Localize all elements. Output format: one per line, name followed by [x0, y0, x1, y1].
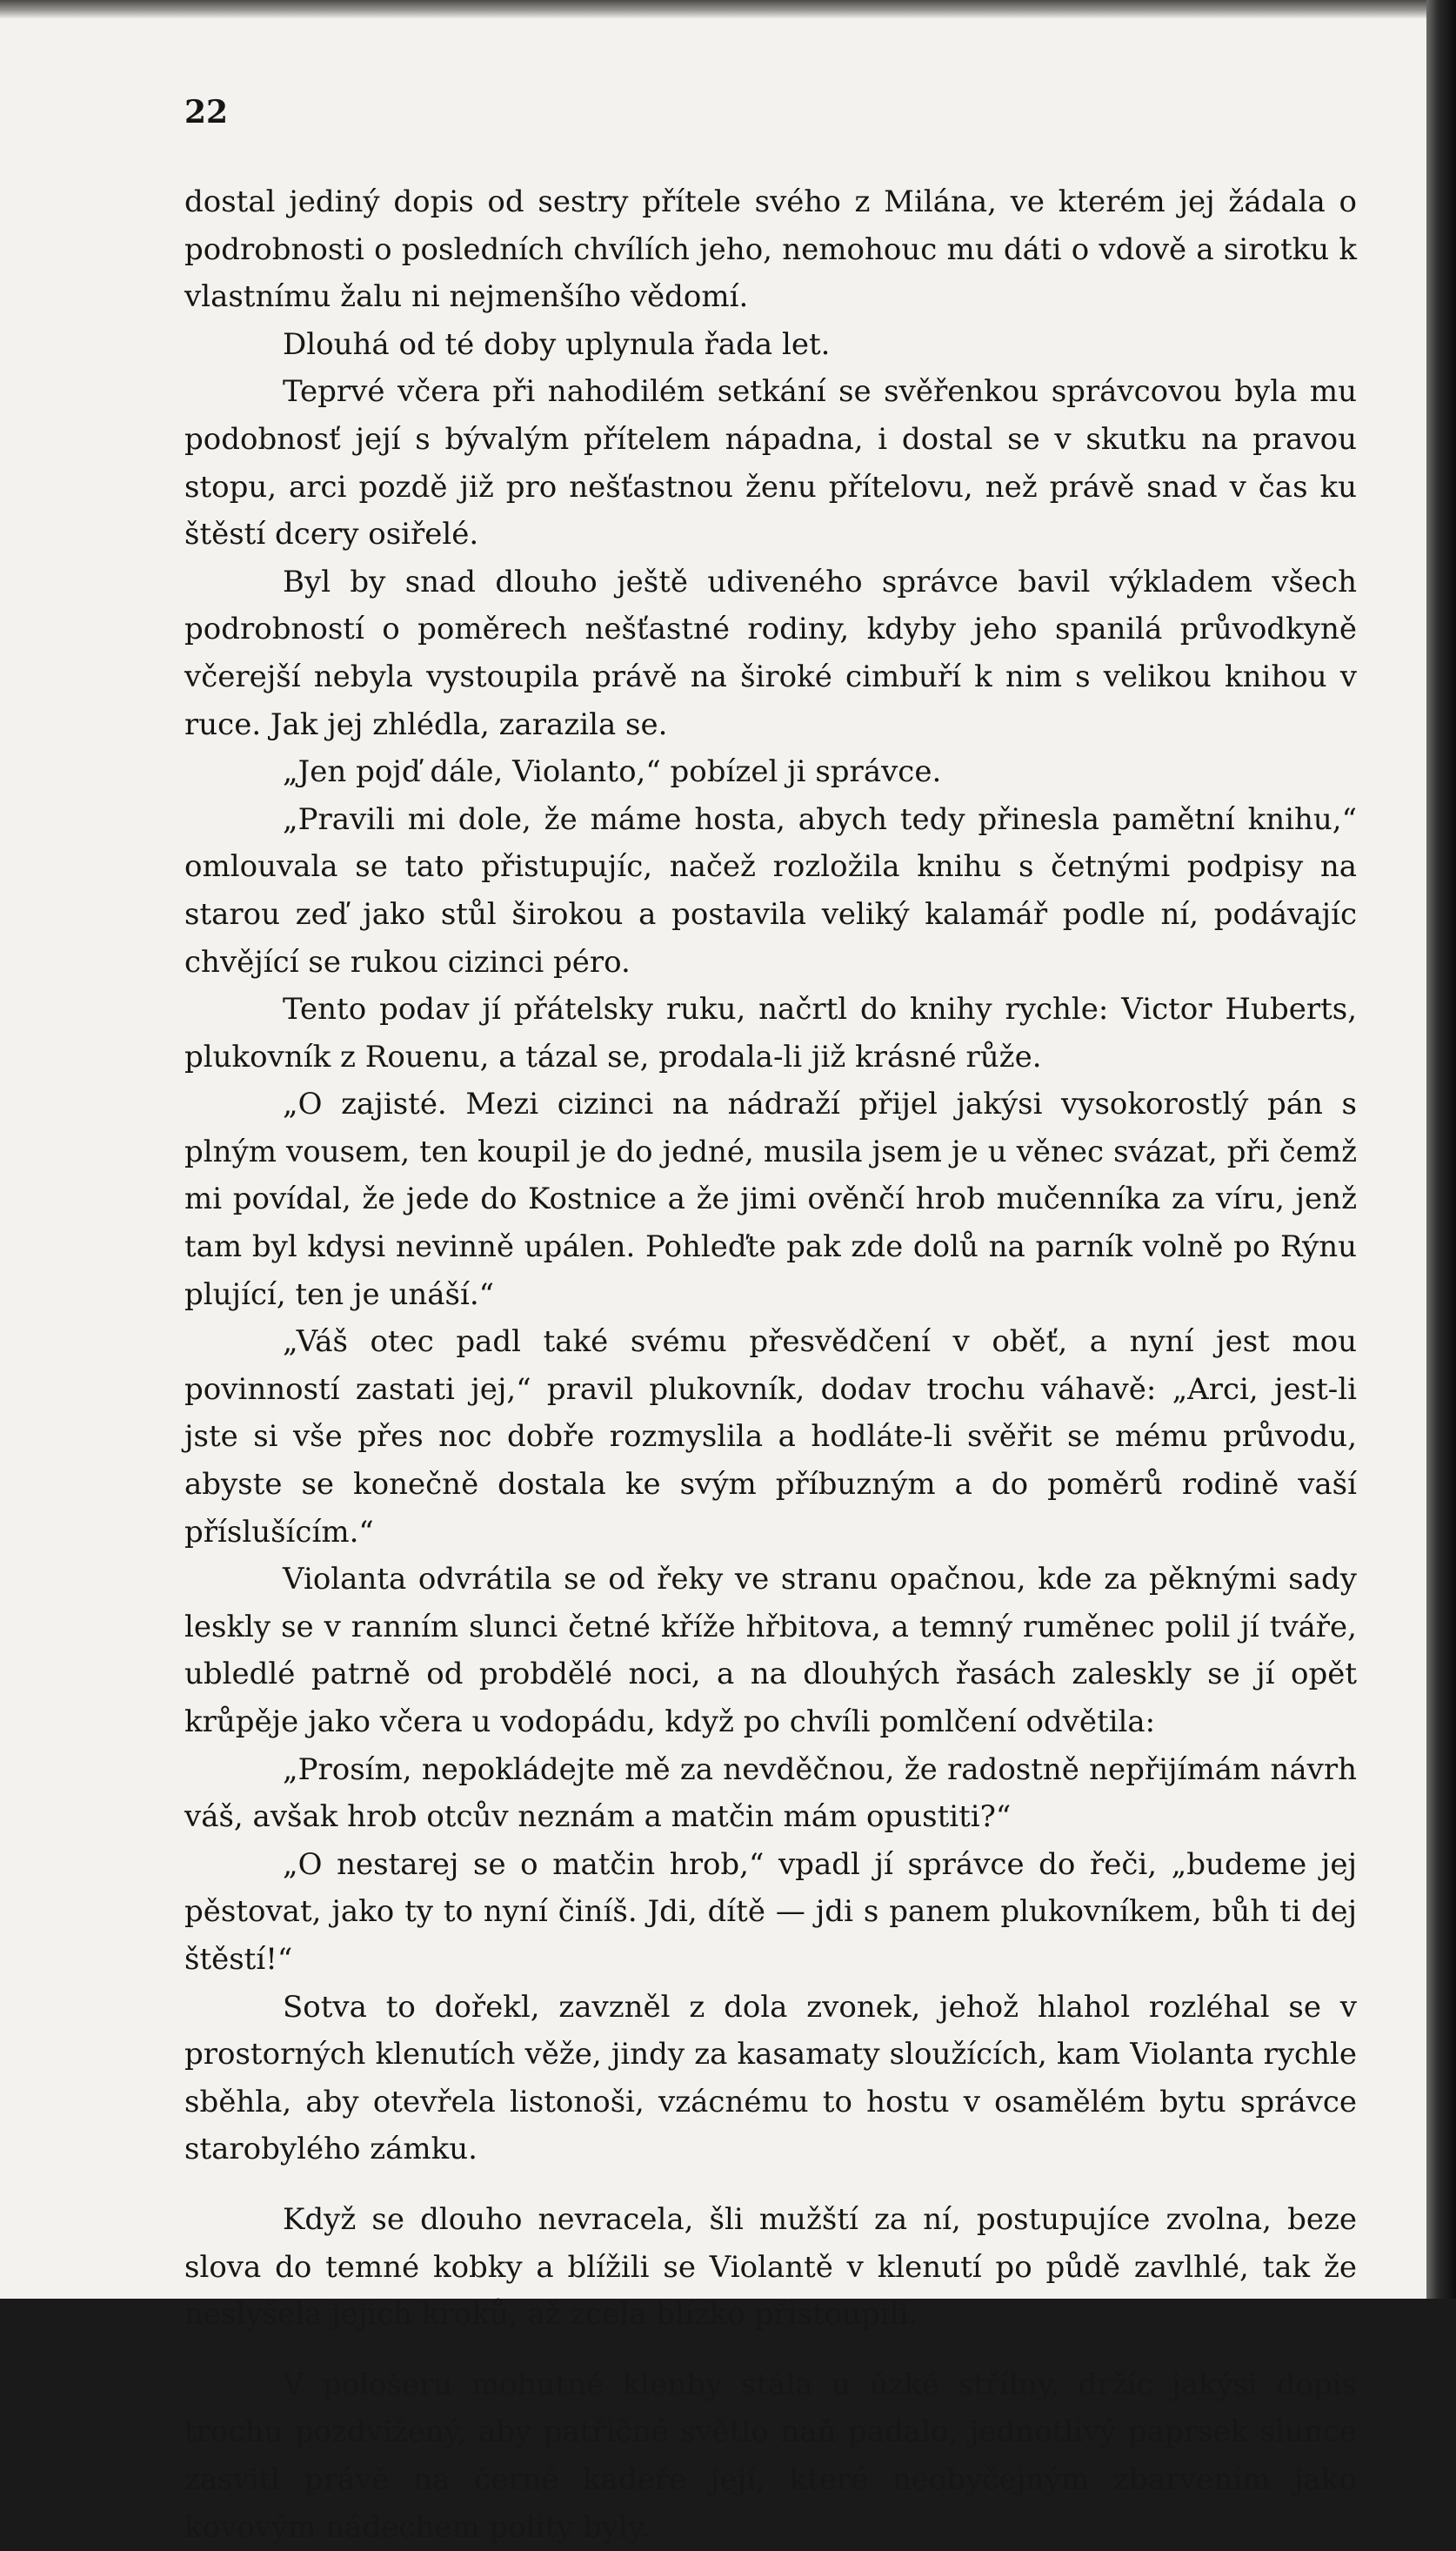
paragraph: „O zajisté. Mezi cizinci na nádraží přijel jakýsi vysokorostlý pán s plným vousem, ten koupil je do jedné, musila jsem je u věnec svázat, při čemž mi povídal, že jede do Kostnice a že jimi ověnčí hrob mučenníka za víru, jenž tam byl kdysi nevinně upálen. Pohleďte pak zde dolů na parník volně po Rýnu plující, ten je unáší.“ [184, 1087, 1357, 1312]
paragraph: „Váš otec padl také svému přesvědčení v oběť, a nyní jest mou povinností zastati jej,“ pravil plukovník, dodav trochu váhavě: „Arci, jest-li jste si vše přes noc dobře rozmyslila a hodláte-li svěřit se mému průvodu, abyste se konečně dostala ke svým příbuzným a do poměrů rodině vaší příslušícím.“ [184, 1324, 1357, 1550]
paragraph: Byl by snad dlouho ještě udiveného správce bavil výkladem všech podrobností o poměrech nešťastné rodiny, kdyby jeho spanilá průvodkyně včerejší nebyla vystoupila právě na široké cimbuří k nim s velikou knihou v ruce. Jak jej zhlédla, zarazila se. [184, 564, 1357, 742]
page-top-shadow [0, 0, 1426, 19]
paragraph: V pološeru mohutné klenby stála u úzké střílny, držíc jakýsi dopis trochu pozdvižený, aby patřičné světlo naň padalo, jednotlivý paprsek slunce zasvitl právě na černé kadeře její, které neobyčejným zbarvením jako kovovým nádechem polity byly. [184, 2367, 1357, 2545]
paragraph: Dlouhá od té doby uplynula řada let. [283, 326, 831, 362]
paragraph: „Pravili mi dole, že máme hosta, abych tedy přinesla pamětní knihu,“ omlouvala se tato přistupujíc, načež rozložila knihu s četnými podpisy na starou zeď jako stůl širokou a postavila veliký kalamář podle ní, podávajíc chvějící se rukou cizinci péro. [184, 801, 1357, 980]
paragraph: Violanta odvrátila se od řeky ve stranu opačnou, kde za pěknými sady leskly se v ranním slunci četné kříže hřbitova, a temný ruměnec polil jí tváře, ubledlé patrně od probdělé noci, a na dlouhých řasách zaleskly se jí opět krůpěje jako včera u vodopádu, když po chvíli pomlčení odvětila: [184, 1562, 1357, 1739]
paragraph: Sotva to dořekl, zavzněl z dola zvonek, jehož hlahol rozléhal se v prostorných klenutích věže, jindy za kasamaty sloužících, kam Violanta rychle sběhla, aby otevřela listonoši, vzácnému to hostu v osamělém bytu správce starobylého zámku. [184, 1989, 1357, 2167]
paragraph: „O nestarej se o matčin hrob,“ vpadl jí správce do řeči, „budeme jej pěstovat, jako ty to nyní činíš. Jdi, dítě — jdi s panem plukovníkem, bůh ti dej štěstí!“ [184, 1846, 1357, 1977]
body-text [184, 178, 1357, 2551]
paragraph: Teprvé včera při nahodilém setkání se svěřenkou správcovou byla mu podobnosť její s bývalým přítelem nápadna, i dostal se v skutku na pravou stopu, arci pozdě již pro nešťastnou ženu přítelovu, než právě snad v čas ku štěstí dcery osiřelé. [184, 374, 1357, 552]
page-right-edge [1426, 0, 1456, 2299]
paragraph: Když se dlouho nevracela, šli mužští za ní, postupujíce zvolna, beze slova do temné kobky a blížili se Violantě v klenutí po půdě zavlhlé, tak že neslyšela jejich kroků, až zcela blízko přistoupili. [184, 2201, 1357, 2333]
paragraph: „Jen pojď dále, Violanto,“ pobízel ji správce. [283, 754, 942, 790]
paragraph: dostal jediný dopis od sestry přítele svého z Milána, ve kterém jej žádala o podrobnosti o posledních chvílích jeho, nemohouc mu dáti o vdově a sirotku k vlastnímu žalu ni nejmenšího vědomí. [184, 184, 1357, 315]
paragraph: Tento podav jí přátelsky ruku, načrtl do knihy rychle: Victor Huberts, plukovník z Rouenu, a tázal se, prodala-li již krásné růže. [184, 992, 1357, 1075]
page-number: 22 [184, 94, 229, 131]
paragraph: „Prosím, nepokládejte mě za nevděčnou, že radostně nepřijímám návrh váš, avšak hrob otcův neznám a matčin mám opustiti?“ [184, 1751, 1357, 1835]
